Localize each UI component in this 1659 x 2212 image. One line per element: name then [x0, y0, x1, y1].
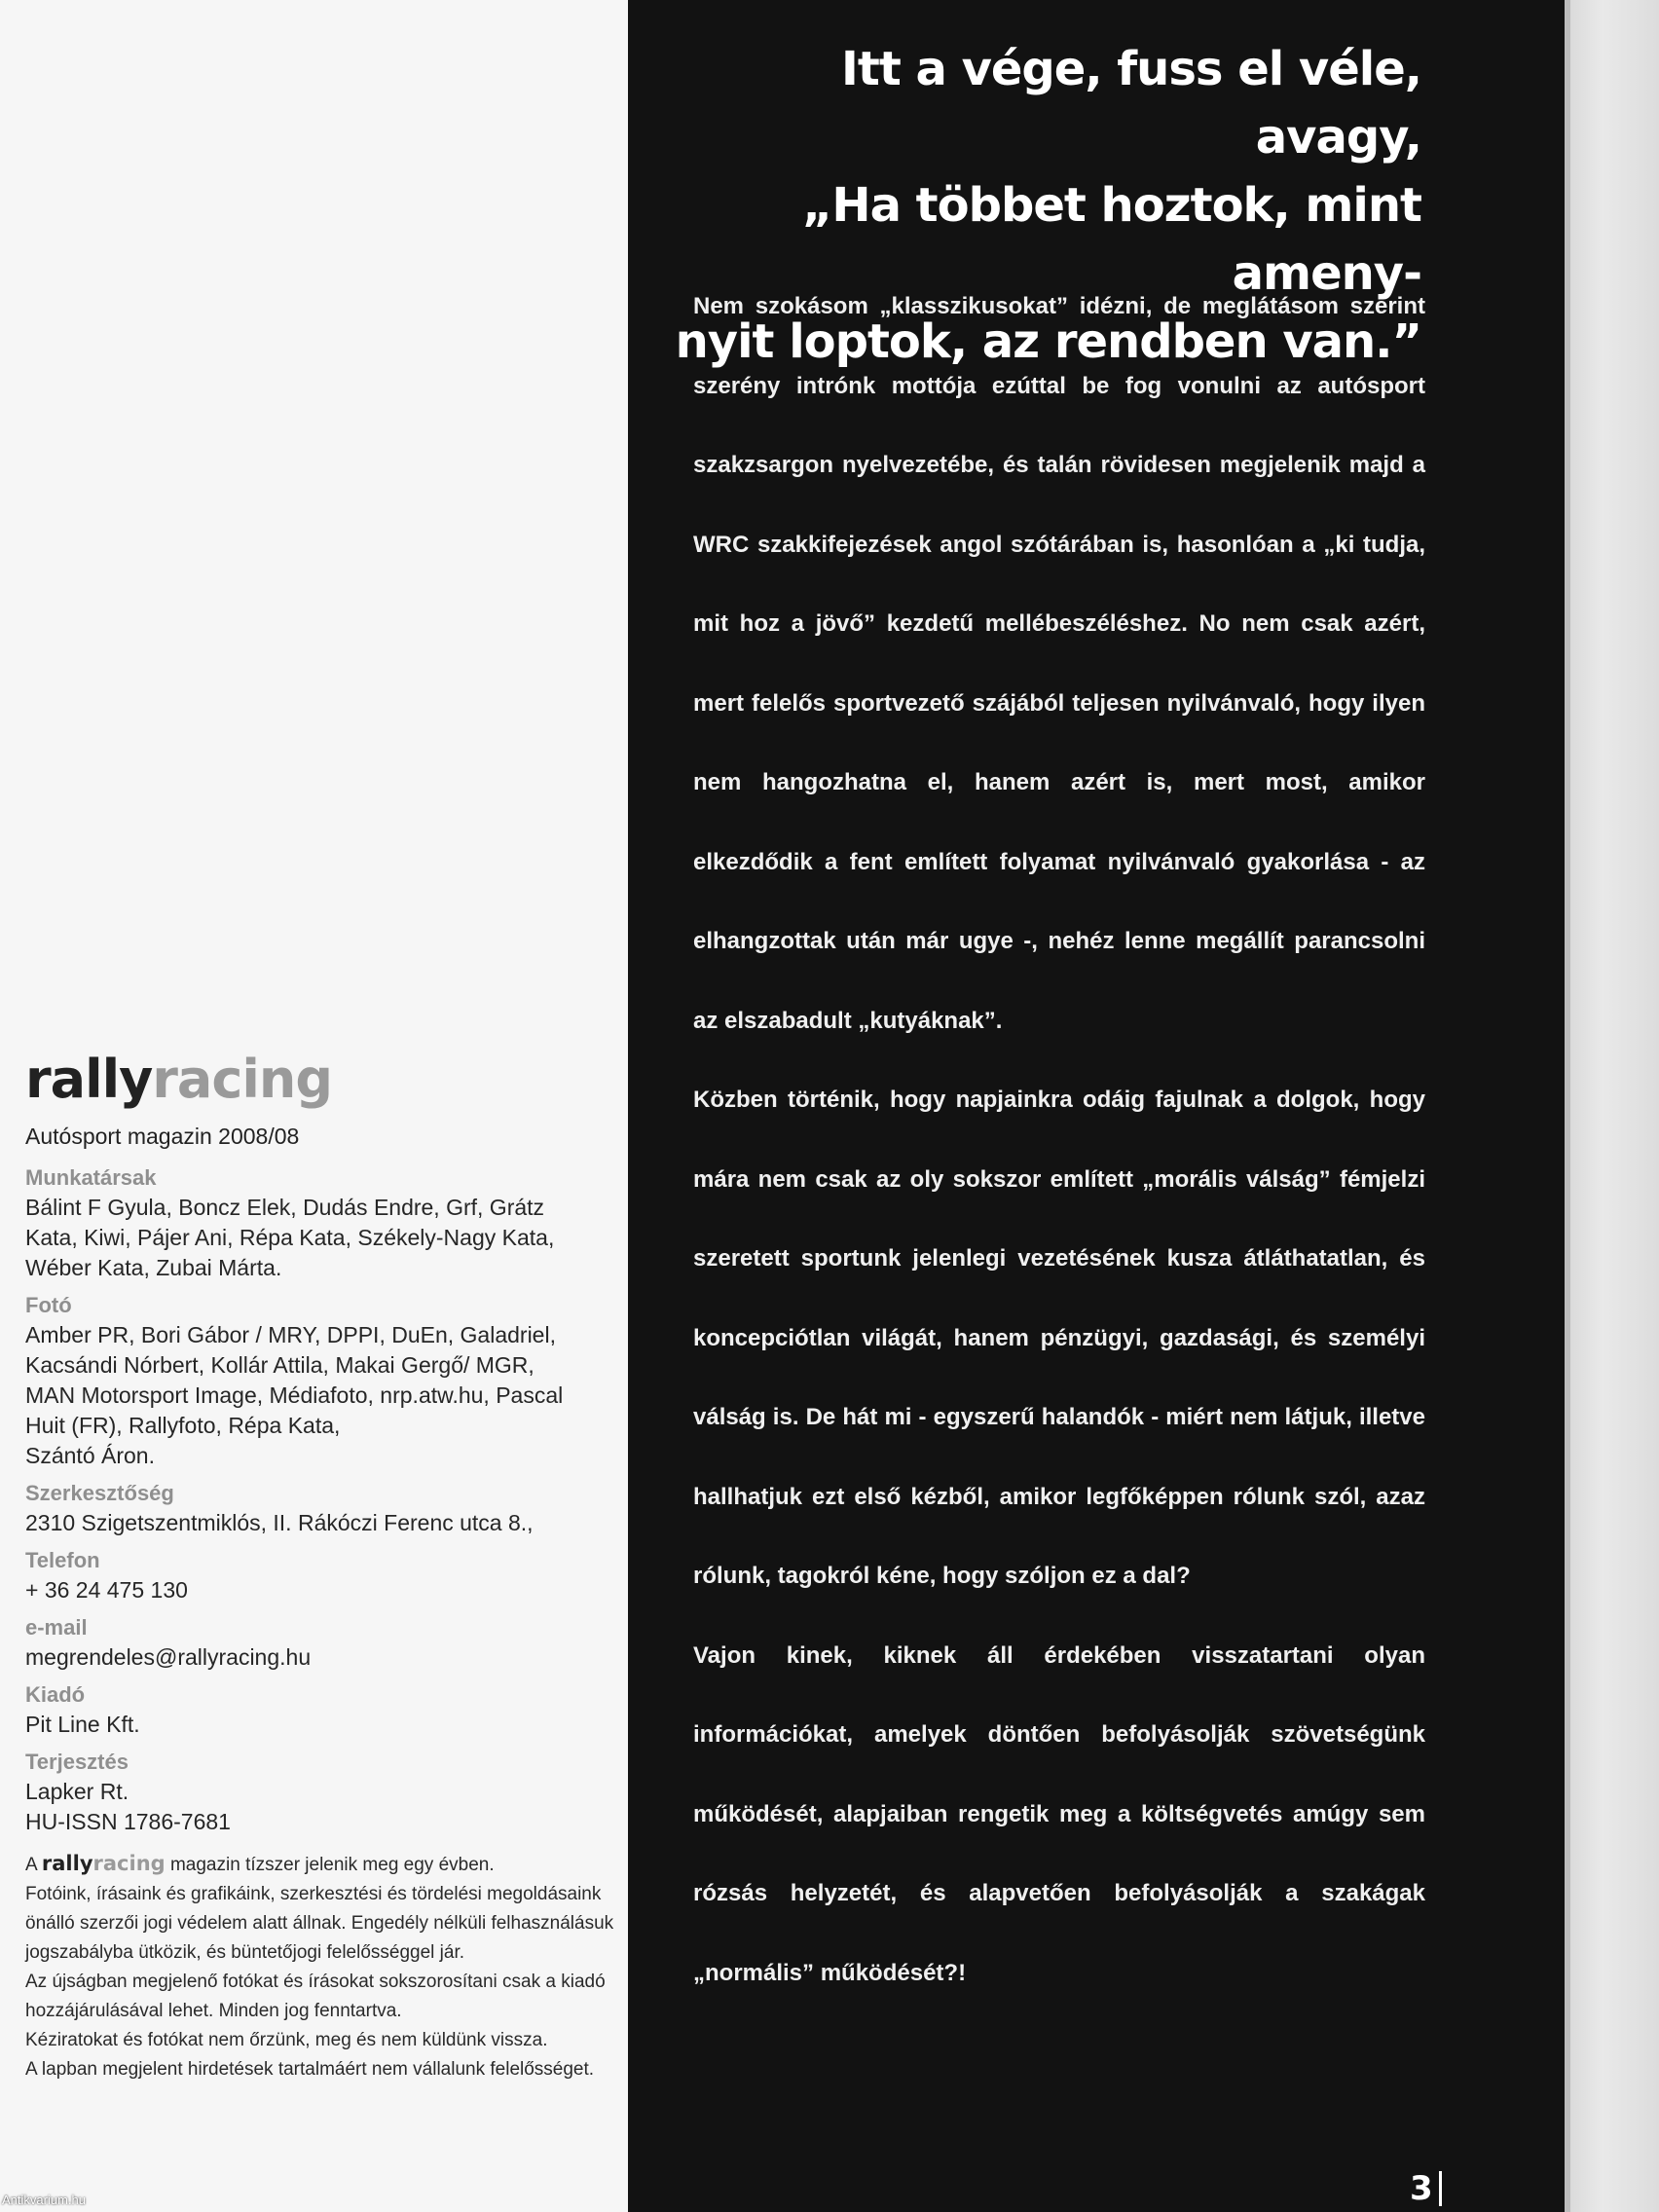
- article-body: [693, 267, 1425, 2012]
- legal-note-first: A rallyracing magazin tízszer jelenik meg egy évben.: [25, 1852, 495, 1875]
- section-label: Terjesztés: [25, 1750, 129, 1774]
- legal-notes: [25, 1849, 619, 2084]
- headline-line: „Ha többet hoztok, mint ameny-: [801, 178, 1421, 301]
- watermark: Antikvarium.hu: [2, 2193, 86, 2207]
- section-value: Lapker Rt.: [25, 1779, 129, 1804]
- body-paragraph: Vajon kinek, kiknek áll érdekében visszatartani olyan információkat, amelyek döntően befolyásolják szövetségünk működését, alapjaiban rengetik meg a költségvetés amúgy sem rózsás helyzetét, és alapvetően befolyásolják a szakágak „normális” működését?!: [693, 1641, 1425, 1986]
- legal-note: Az újságban megjelenő fotókat és írásokat sokszorosítani csak a kiadó: [25, 1972, 606, 1992]
- legal-note: A lapban megjelent hirdetések tartalmáért nem vállalunk felelősséget.: [25, 2059, 595, 2080]
- section-value: Huit (FR), Rallyfoto, Répa Kata,: [25, 1413, 341, 1438]
- legal-note-lines: [25, 1880, 619, 2084]
- section-value: Wéber Kata, Zubai Márta.: [25, 1255, 282, 1280]
- headline-line: nyit loptok, az rendben van.”: [675, 314, 1421, 369]
- section-label: Telefon: [25, 1548, 100, 1572]
- section-value: Amber PR, Bori Gábor / MRY, DPPI, DuEn, Galadriel,: [25, 1322, 556, 1347]
- section-label: Szerkesztőség: [25, 1481, 174, 1505]
- section-value: megrendeles@rallyracing.hu: [25, 1644, 312, 1670]
- rallyracing-logo: rallyracing: [25, 1049, 332, 1110]
- legal-note: önálló szerzői jogi védelem alatt állnak. Engedély nélküli felhasználásuk: [25, 1913, 614, 1934]
- section-value: Pit Line Kft.: [25, 1712, 140, 1737]
- section-value: Szántó Áron.: [25, 1443, 155, 1468]
- body-paragraph: Közben történik, hogy napjainkra odáig fajulnak a dolgok, hogy mára nem csak az oly sokszor említett „morális válság” fémjelzi szeretett sportunk jelenlegi vezetésének kusza átláthatatlan, és koncepciótlan világát, hanem pénzügyi, gazdasági, és személyi válság is. De hát mi - egyszerű halandók - miért nem látjuk, illetve hallhatjuk ezt első kézből, amikor legfőképpen rólunk szól, azaz rólunk, tagokról kéne, hogy szóljon ez a dal?: [693, 1087, 1425, 1589]
- section-value: MAN Motorsport Image, Médiafoto, nrp.atw.hu, Pascal: [25, 1382, 564, 1408]
- section-label: e-mail: [25, 1615, 88, 1640]
- headline-line: Itt a vége, fuss el véle, avagy,: [841, 42, 1421, 165]
- page-edge: [1565, 0, 1659, 2212]
- section-value: 2310 Szigetszentmiklós, II. Rákóczi Ferenc utca 8.,: [25, 1510, 534, 1535]
- section-label: Fotó: [25, 1293, 72, 1317]
- legal-note: Kéziratokat és fotókat nem őrzünk, meg és nem küldünk vissza.: [25, 2030, 548, 2050]
- section-value: Kata, Kiwi, Pájer Ani, Répa Kata, Székely-Nagy Kata,: [25, 1225, 555, 1250]
- magazine-issue: Autósport magazin 2008/08: [25, 1124, 300, 1149]
- section-label: Kiadó: [25, 1682, 86, 1707]
- masthead: [25, 1049, 619, 2084]
- masthead-sections: [25, 1165, 619, 1837]
- section-label: Munkatársak: [25, 1165, 157, 1190]
- legal-note: Fotóink, írásaink és grafikáink, szerkesztési és tördelési megoldásaink: [25, 1884, 602, 1904]
- section-value: Kacsándi Nórbert, Kollár Attila, Makai Gergő/ MGR,: [25, 1352, 535, 1378]
- legal-note: jogszabályba ütközik, és büntetőjogi felelősséggel jár.: [25, 1942, 465, 1963]
- section-value: + 36 24 475 130: [25, 1577, 188, 1603]
- page-number: 3: [1410, 2171, 1442, 2206]
- legal-note: hozzájárulásával lehet. Minden jog fenntartva.: [25, 2001, 402, 2021]
- section-value: HU-ISSN 1786-7681: [25, 1809, 231, 1834]
- body-paragraph: Nem szokásom „klasszikusokat” idézni, de meglátásom szerint szerény intrónk mottója ezúttal be fog vonulni az autósport szakzsargon nyelvezetébe, és talán rövidesen megjelenik majd a WRC szakkifejezések angol szótárában is, hasonlóan a „ki tudja, mit hoz a jövő” kezdetű mellébeszéléshez. No nem csak azért, mert felelős sportvezető szájából teljesen nyilvánvaló, hogy ilyen nem hangozhatna el, hanem azért is, mert most, amikor elkezdődik a fent említett folyamat nyilvánvaló gyakorlása - az elhangzottak után már ugye -, nehéz lenne megállít parancsolni az elszabadult „kutyáknak”.: [693, 293, 1425, 1034]
- section-value: Bálint F Gyula, Boncz Elek, Dudás Endre, Grf, Grátz: [25, 1195, 545, 1220]
